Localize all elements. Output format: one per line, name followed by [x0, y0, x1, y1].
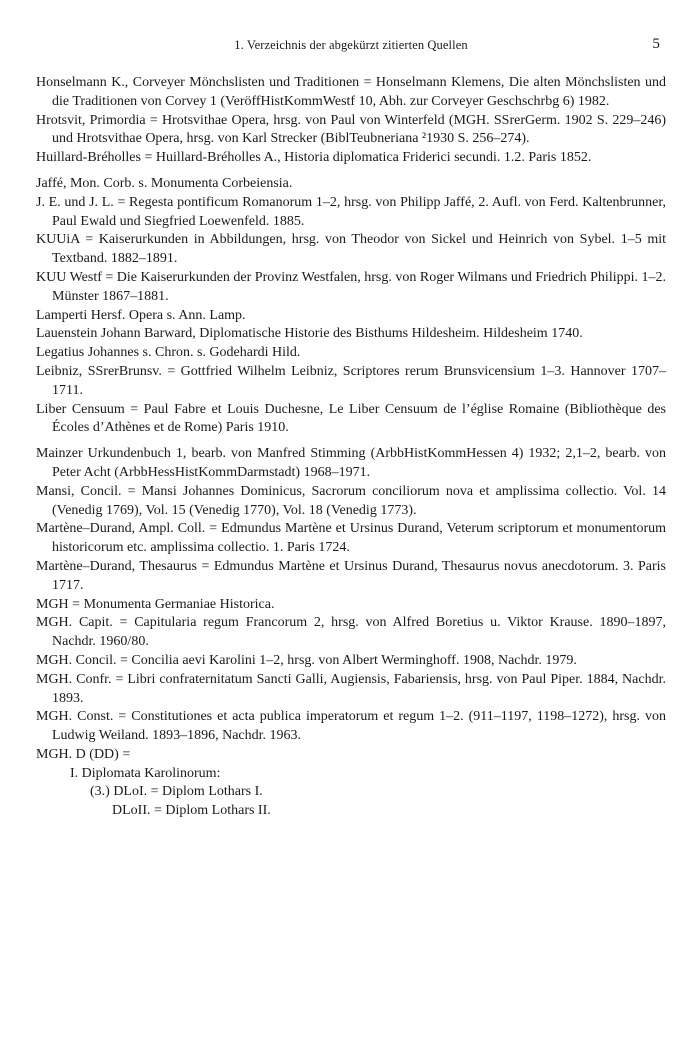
bibliography-entry: Leibniz, SSrerBrunsv. = Gottfried Wilhelm Leibniz, Scriptores rerum Brunsvicensium 1–3. Hannover 1707–1711. [36, 363, 666, 398]
running-head [36, 36, 666, 58]
bibliography-entry: MGH. Capit. = Capitularia regum Francorum 2, hrsg. von Alfred Boretius u. Viktor Krause. 1890–1897, Nachdr. 1960/80. [36, 615, 666, 650]
bibliography-entry: J. E. und J. L. = Regesta pontificum Romanorum 1–2, hrsg. von Philipp Jaffé, 2. Aufl. von Ferd. Kaltenbrunner, Paul Ewald und Siegfried Loewenfeld. 1885. [36, 194, 666, 229]
document-page [36, 36, 666, 821]
bibliography-list [36, 74, 666, 821]
bibliography-entry: Mainzer Urkundenbuch 1, bearb. von Manfred Stimming (ArbbHistKommHessen 4) 1932; 2,1–2, bearb. von Peter Acht (ArbbHessHistKommDarmstadt) 1968–1971. [36, 446, 666, 480]
bibliography-entry: Legatius Johannes s. Chron. s. Godehardi Hild. [36, 345, 301, 361]
bibliography-entry: MGH. Const. = Constitutiones et acta publica imperatorum et regum 1–2. (911–1197, 1198–1272), hrsg. von Ludwig Weiland. 1893–1896, Nachdr. 1963. [36, 709, 666, 744]
bibliography-entry: MGH. D (DD) = [36, 746, 131, 762]
bibliography-entry: MGH. Concil. = Concilia aevi Karolini 1–2, hrsg. von Albert Werminghoff. 1908, Nachdr. 1979. [36, 652, 577, 668]
bibliography-entry: Lauenstein Johann Barward, Diplomatische Historie des Bisthums Hildesheim. Hildesheim 1740. [36, 326, 583, 342]
page-number: 5 [652, 36, 660, 52]
sub-entry-dlot1: (3.) DLoI. = Diplom Lothars I. [90, 784, 263, 800]
bibliography-entry: Mansi, Concil. = Mansi Johannes Dominicus, Sacrorum conciliorum nova et amplissima collectio. Vol. 14 (Venedig 1769), Vol. 15 (Venedig 1770), Vol. 18 (Venedig 1773). [36, 483, 666, 518]
bibliography-entry: Hrotsvit, Primordia = Hrotsvithae Opera, hrsg. von Paul von Winterfeld (MGH. SSrerGerm. 1902 S. 229–246) und Hrotsvithae Opera, hrsg. von Karl Strecker (BiblTeubneriana ²1930 S. 256–274). [36, 112, 666, 147]
bibliography-entry: KUU Westf = Die Kaiserurkunden der Provinz Westfalen, hrsg. von Roger Wilmans und Friedrich Philippi. 1–2. Münster 1867–1881. [36, 269, 666, 304]
sub-entry-diplomata: I. Diplomata Karolinorum: [70, 765, 221, 781]
bibliography-entry: Jaffé, Mon. Corb. s. Monumenta Corbeiensia. [36, 175, 293, 191]
running-title: 1. Verzeichnis der abgekürzt zitierten Quellen [234, 38, 468, 52]
bibliography-entry: Liber Censuum = Paul Fabre et Louis Duchesne, Le Liber Censuum de l’église Romaine (Bibliothèque des Écoles d’Athènes et de Rome) Paris 1910. [36, 401, 666, 436]
bibliography-entry: Martène–Durand, Thesaurus = Edmundus Martène et Ursinus Durand, Thesaurus novus anecdotorum. 3. Paris 1717. [36, 558, 666, 593]
bibliography-entry: Huillard-Bréholles = Huillard-Bréholles A., Historia diplomatica Friderici secundi. 1.2. Paris 1852. [36, 150, 592, 166]
sub-entry-dlot2: DLoII. = Diplom Lothars II. [112, 803, 271, 819]
bibliography-entry: KUUiA = Kaiserurkunden in Abbildungen, hrsg. von Theodor von Sickel und Heinrich von Sybel. 1–5 mit Textband. 1882–1891. [36, 232, 666, 267]
bibliography-entry: MGH = Monumenta Germaniae Historica. [36, 596, 275, 612]
bibliography-entry: Honselmann K., Corveyer Mönchslisten und Traditionen = Honselmann Klemens, Die alten Mönchslisten und die Traditionen von Corvey 1 (VeröffHistKommWestf 10, Abh. zur Corveyer Geschschrbg 6) 1982. [36, 75, 666, 109]
bibliography-entry: MGH. Confr. = Libri confraternitatum Sancti Galli, Augiensis, Fabariensis, hrsg. von Paul Piper. 1884, Nachdr. 1893. [36, 671, 666, 706]
bibliography-entry: Martène–Durand, Ampl. Coll. = Edmundus Martène et Ursinus Durand, Veterum scriptorum et monumentorum historicorum etc. amplissima collectio. 1. Paris 1724. [36, 521, 666, 556]
bibliography-entry: Lamperti Hersf. Opera s. Ann. Lamp. [36, 307, 246, 323]
